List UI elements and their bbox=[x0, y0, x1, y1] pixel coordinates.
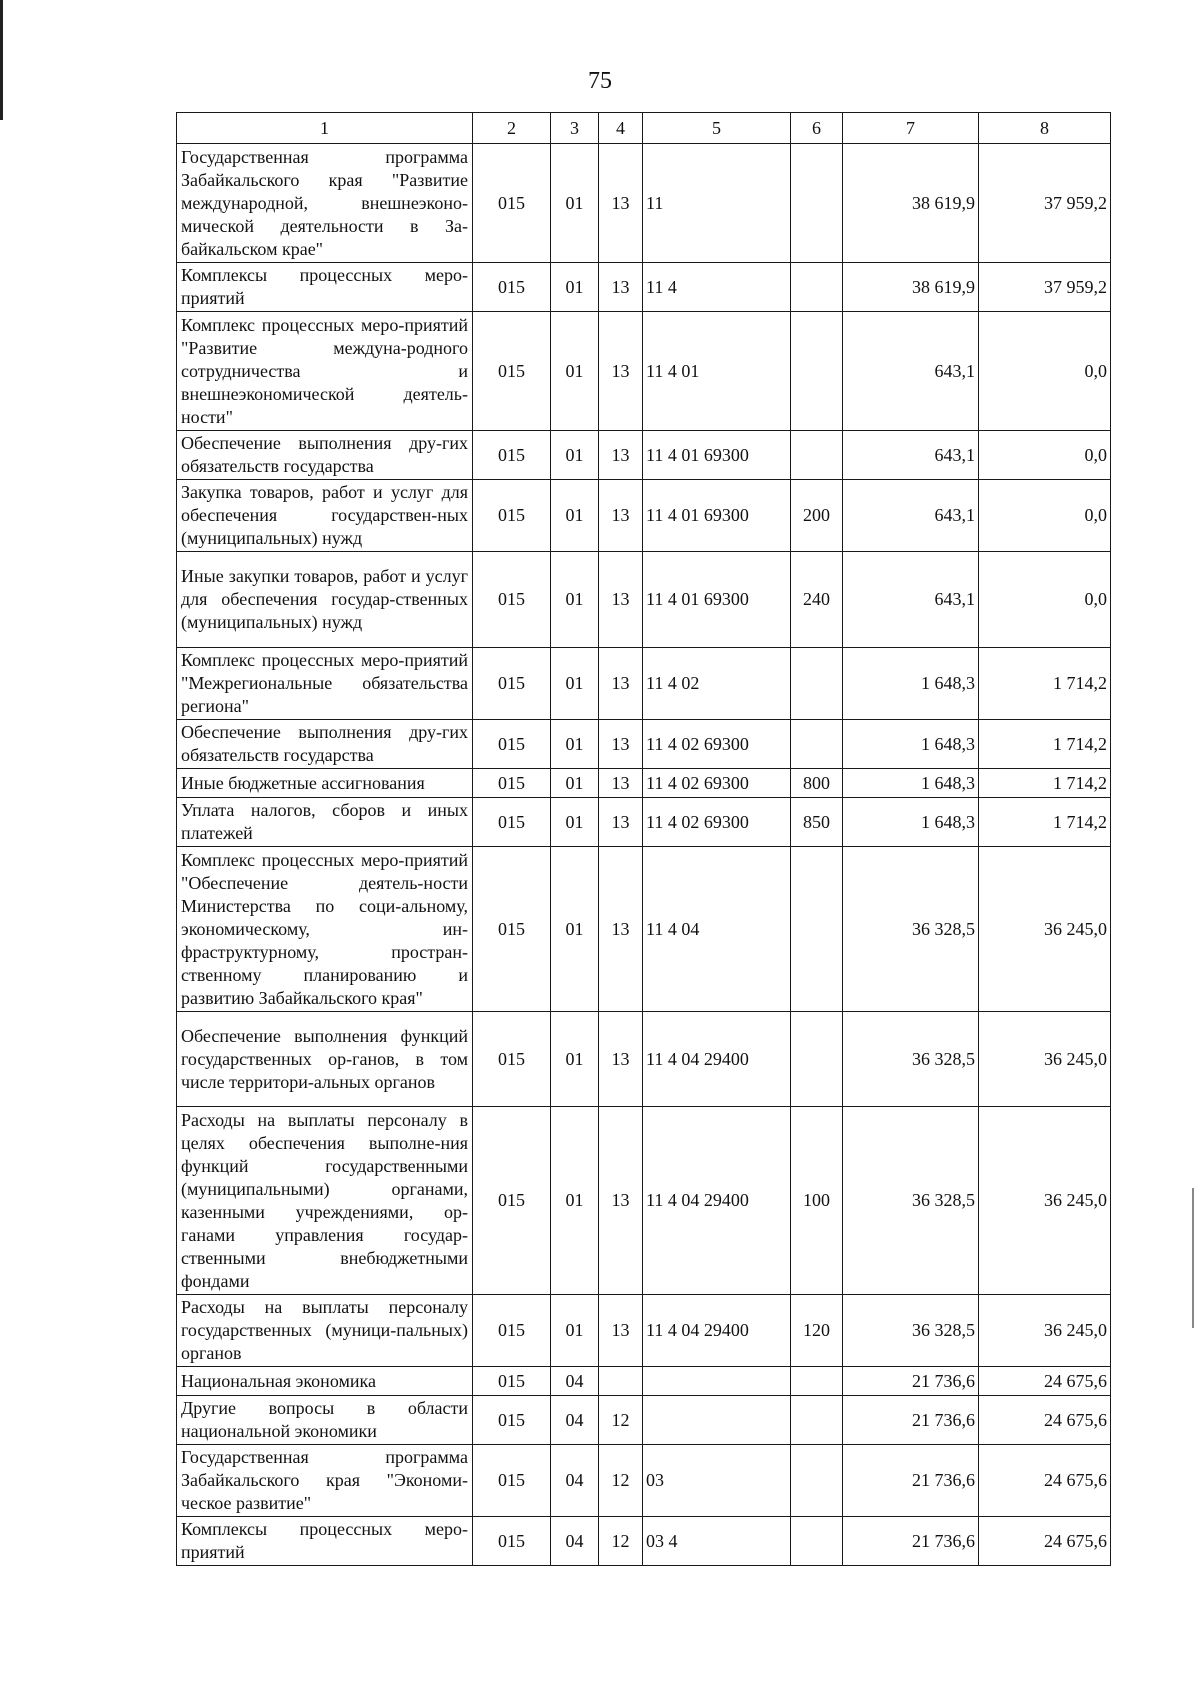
header-col-5: 5 bbox=[643, 113, 791, 144]
amount-year-2: 0,0 bbox=[979, 431, 1111, 480]
section-code: 01 bbox=[551, 847, 599, 1012]
table-row bbox=[177, 431, 1111, 480]
ministry-code: 015 bbox=[473, 263, 551, 312]
amount-year-1: 36 328,5 bbox=[843, 1012, 979, 1107]
target-article bbox=[643, 1396, 791, 1445]
target-article: 11 4 04 29400 bbox=[643, 1107, 791, 1295]
amount-year-1: 1 648,3 bbox=[843, 648, 979, 720]
amount-year-2: 0,0 bbox=[979, 552, 1111, 648]
amount-year-1: 643,1 bbox=[843, 480, 979, 552]
header-col-8: 8 bbox=[979, 113, 1111, 144]
section-code: 01 bbox=[551, 480, 599, 552]
expense-type bbox=[791, 847, 843, 1012]
subsection-code: 13 bbox=[599, 648, 643, 720]
subsection-code: 13 bbox=[599, 1107, 643, 1295]
ministry-code: 015 bbox=[473, 480, 551, 552]
amount-year-1: 643,1 bbox=[843, 312, 979, 431]
section-code: 01 bbox=[551, 431, 599, 480]
row-name: Закупка товаров, работ и услуг для обеспечения государствен-ных (муниципальных) нужд bbox=[177, 480, 473, 552]
expense-type bbox=[791, 1012, 843, 1107]
subsection-code: 12 bbox=[599, 1396, 643, 1445]
subsection-code: 13 bbox=[599, 798, 643, 847]
table-row bbox=[177, 1295, 1111, 1367]
section-code: 01 bbox=[551, 312, 599, 431]
ministry-code: 015 bbox=[473, 769, 551, 798]
table-row bbox=[177, 1107, 1111, 1295]
ministry-code: 015 bbox=[473, 720, 551, 769]
table-row bbox=[177, 312, 1111, 431]
subsection-code: 13 bbox=[599, 312, 643, 431]
row-name: Государственная программа Забайкальского края "Экономи-ческое развитие" bbox=[177, 1445, 473, 1517]
amount-year-1: 36 328,5 bbox=[843, 1107, 979, 1295]
subsection-code: 13 bbox=[599, 263, 643, 312]
expense-type bbox=[791, 720, 843, 769]
amount-year-2: 1 714,2 bbox=[979, 769, 1111, 798]
section-code: 04 bbox=[551, 1367, 599, 1396]
amount-year-1: 38 619,9 bbox=[843, 144, 979, 263]
ministry-code: 015 bbox=[473, 847, 551, 1012]
ministry-code: 015 bbox=[473, 144, 551, 263]
amount-year-2: 37 959,2 bbox=[979, 144, 1111, 263]
amount-year-2: 1 714,2 bbox=[979, 798, 1111, 847]
amount-year-2: 36 245,0 bbox=[979, 1107, 1111, 1295]
target-article: 11 4 bbox=[643, 263, 791, 312]
section-code: 01 bbox=[551, 769, 599, 798]
row-name: Комплекс процессных меро-приятий "Развитие междуна-родного сотрудничества и внешнеэкономической деятель-ности" bbox=[177, 312, 473, 431]
subsection-code: 13 bbox=[599, 552, 643, 648]
scan-margin-mark bbox=[1192, 1188, 1194, 1328]
header-col-3: 3 bbox=[551, 113, 599, 144]
amount-year-2: 1 714,2 bbox=[979, 720, 1111, 769]
amount-year-1: 1 648,3 bbox=[843, 798, 979, 847]
header-col-6: 6 bbox=[791, 113, 843, 144]
header-col-7: 7 bbox=[843, 113, 979, 144]
ministry-code: 015 bbox=[473, 552, 551, 648]
expense-type bbox=[791, 1367, 843, 1396]
target-article: 11 4 02 bbox=[643, 648, 791, 720]
target-article: 03 4 bbox=[643, 1517, 791, 1566]
subsection-code bbox=[599, 1367, 643, 1396]
section-code: 01 bbox=[551, 1012, 599, 1107]
amount-year-2: 24 675,6 bbox=[979, 1517, 1111, 1566]
row-name: Комплекс процессных меро-приятий "Обеспечение деятель-ности Министерства по соци-альному, экономическому, ин-фраструктурному, простран-ственному планированию и развитию Забайкальского края" bbox=[177, 847, 473, 1012]
section-code: 01 bbox=[551, 144, 599, 263]
expense-type: 200 bbox=[791, 480, 843, 552]
amount-year-2: 37 959,2 bbox=[979, 263, 1111, 312]
amount-year-1: 38 619,9 bbox=[843, 263, 979, 312]
expense-type bbox=[791, 1445, 843, 1517]
expense-type bbox=[791, 263, 843, 312]
row-name: Иные закупки товаров, работ и услуг для обеспечения государ-ственных (муниципальных) нужд bbox=[177, 552, 473, 648]
ministry-code: 015 bbox=[473, 1445, 551, 1517]
row-name: Комплекс процессных меро-приятий "Межрегиональные обязательства региона" bbox=[177, 648, 473, 720]
subsection-code: 13 bbox=[599, 480, 643, 552]
target-article: 03 bbox=[643, 1445, 791, 1517]
amount-year-1: 21 736,6 bbox=[843, 1517, 979, 1566]
expense-type: 120 bbox=[791, 1295, 843, 1367]
amount-year-2: 36 245,0 bbox=[979, 1012, 1111, 1107]
header-col-2: 2 bbox=[473, 113, 551, 144]
ministry-code: 015 bbox=[473, 1107, 551, 1295]
row-name: Обеспечение выполнения дру-гих обязательств государства bbox=[177, 720, 473, 769]
row-name: Уплата налогов, сборов и иных платежей bbox=[177, 798, 473, 847]
subsection-code: 13 bbox=[599, 144, 643, 263]
header-col-1: 1 bbox=[177, 113, 473, 144]
expense-type: 240 bbox=[791, 552, 843, 648]
subsection-code: 12 bbox=[599, 1445, 643, 1517]
scan-edge-mark bbox=[0, 0, 3, 120]
amount-year-1: 1 648,3 bbox=[843, 769, 979, 798]
target-article: 11 4 04 29400 bbox=[643, 1295, 791, 1367]
expense-type: 100 bbox=[791, 1107, 843, 1295]
section-code: 04 bbox=[551, 1517, 599, 1566]
expense-type bbox=[791, 144, 843, 263]
row-name: Иные бюджетные ассигнования bbox=[177, 769, 473, 798]
section-code: 01 bbox=[551, 1295, 599, 1367]
budget-table bbox=[176, 112, 1111, 1566]
table-row bbox=[177, 552, 1111, 648]
amount-year-1: 643,1 bbox=[843, 431, 979, 480]
row-name: Другие вопросы в области национальной экономики bbox=[177, 1396, 473, 1445]
target-article bbox=[643, 1367, 791, 1396]
target-article: 11 4 04 bbox=[643, 847, 791, 1012]
row-name: Расходы на выплаты персоналу в целях обеспечения выполне-ния функций государственными (муниципальными) органами, казенными учреждениями, ор-ганами управления государ-ственными внебюджетными фондами bbox=[177, 1107, 473, 1295]
target-article: 11 4 01 69300 bbox=[643, 431, 791, 480]
expense-type bbox=[791, 1396, 843, 1445]
target-article: 11 bbox=[643, 144, 791, 263]
ministry-code: 015 bbox=[473, 648, 551, 720]
subsection-code: 13 bbox=[599, 1295, 643, 1367]
row-name: Расходы на выплаты персоналу государственных (муници-пальных) органов bbox=[177, 1295, 473, 1367]
expense-type: 800 bbox=[791, 769, 843, 798]
expense-type: 850 bbox=[791, 798, 843, 847]
header-col-4: 4 bbox=[599, 113, 643, 144]
subsection-code: 13 bbox=[599, 720, 643, 769]
amount-year-1: 21 736,6 bbox=[843, 1367, 979, 1396]
target-article: 11 4 02 69300 bbox=[643, 769, 791, 798]
ministry-code: 015 bbox=[473, 1295, 551, 1367]
section-code: 01 bbox=[551, 263, 599, 312]
amount-year-1: 36 328,5 bbox=[843, 847, 979, 1012]
ministry-code: 015 bbox=[473, 312, 551, 431]
subsection-code: 13 bbox=[599, 1012, 643, 1107]
amount-year-1: 36 328,5 bbox=[843, 1295, 979, 1367]
section-code: 01 bbox=[551, 1107, 599, 1295]
table-row bbox=[177, 769, 1111, 798]
expense-type bbox=[791, 431, 843, 480]
table-row bbox=[177, 1445, 1111, 1517]
target-article: 11 4 01 69300 bbox=[643, 552, 791, 648]
subsection-code: 13 bbox=[599, 847, 643, 1012]
table-row bbox=[177, 1367, 1111, 1396]
amount-year-1: 21 736,6 bbox=[843, 1445, 979, 1517]
amount-year-1: 21 736,6 bbox=[843, 1396, 979, 1445]
section-code: 04 bbox=[551, 1445, 599, 1517]
target-article: 11 4 01 bbox=[643, 312, 791, 431]
ministry-code: 015 bbox=[473, 1367, 551, 1396]
subsection-code: 13 bbox=[599, 431, 643, 480]
row-name: Национальная экономика bbox=[177, 1367, 473, 1396]
section-code: 01 bbox=[551, 720, 599, 769]
table-row bbox=[177, 144, 1111, 263]
page-number: 75 bbox=[588, 68, 612, 94]
amount-year-2: 24 675,6 bbox=[979, 1396, 1111, 1445]
ministry-code: 015 bbox=[473, 798, 551, 847]
expense-type bbox=[791, 312, 843, 431]
ministry-code: 015 bbox=[473, 431, 551, 480]
amount-year-2: 36 245,0 bbox=[979, 847, 1111, 1012]
table-row bbox=[177, 263, 1111, 312]
amount-year-2: 36 245,0 bbox=[979, 1295, 1111, 1367]
header-row bbox=[177, 113, 1111, 144]
table-row bbox=[177, 1396, 1111, 1445]
section-code: 01 bbox=[551, 798, 599, 847]
expense-type bbox=[791, 1517, 843, 1566]
table-row bbox=[177, 1012, 1111, 1107]
table-row bbox=[177, 648, 1111, 720]
table-row bbox=[177, 798, 1111, 847]
target-article: 11 4 01 69300 bbox=[643, 480, 791, 552]
row-name: Комплексы процессных меро-приятий bbox=[177, 263, 473, 312]
target-article: 11 4 02 69300 bbox=[643, 720, 791, 769]
amount-year-2: 24 675,6 bbox=[979, 1445, 1111, 1517]
amount-year-1: 643,1 bbox=[843, 552, 979, 648]
table-row bbox=[177, 480, 1111, 552]
section-code: 01 bbox=[551, 648, 599, 720]
section-code: 04 bbox=[551, 1396, 599, 1445]
subsection-code: 13 bbox=[599, 769, 643, 798]
target-article: 11 4 04 29400 bbox=[643, 1012, 791, 1107]
amount-year-2: 1 714,2 bbox=[979, 648, 1111, 720]
table-row bbox=[177, 720, 1111, 769]
ministry-code: 015 bbox=[473, 1012, 551, 1107]
row-name: Обеспечение выполнения дру-гих обязательств государства bbox=[177, 431, 473, 480]
ministry-code: 015 bbox=[473, 1517, 551, 1566]
amount-year-1: 1 648,3 bbox=[843, 720, 979, 769]
expense-type bbox=[791, 648, 843, 720]
section-code: 01 bbox=[551, 552, 599, 648]
table-row bbox=[177, 847, 1111, 1012]
row-name: Государственная программа Забайкальского края "Развитие международной, внешнеэконо-мической деятельности в За-байкальском крае" bbox=[177, 144, 473, 263]
amount-year-2: 0,0 bbox=[979, 312, 1111, 431]
amount-year-2: 24 675,6 bbox=[979, 1367, 1111, 1396]
row-name: Обеспечение выполнения функций государственных ор-ганов, в том числе территори-альных органов bbox=[177, 1012, 473, 1107]
table-row bbox=[177, 1517, 1111, 1566]
target-article: 11 4 02 69300 bbox=[643, 798, 791, 847]
ministry-code: 015 bbox=[473, 1396, 551, 1445]
amount-year-2: 0,0 bbox=[979, 480, 1111, 552]
subsection-code: 12 bbox=[599, 1517, 643, 1566]
row-name: Комплексы процессных меро-приятий bbox=[177, 1517, 473, 1566]
